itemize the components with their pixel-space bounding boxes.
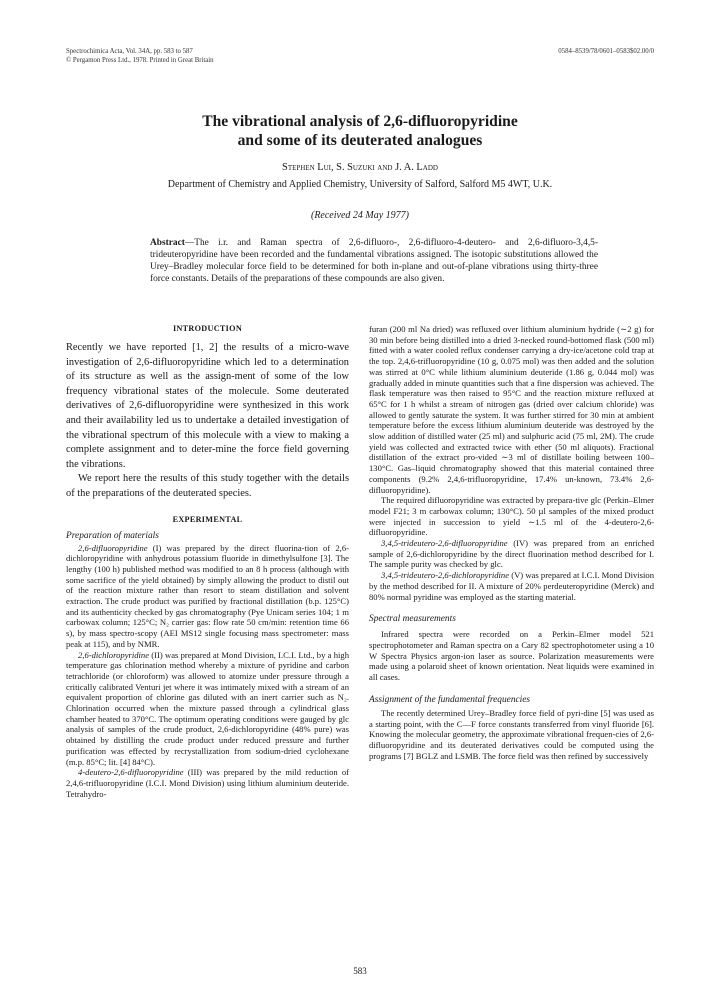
assignment-paragraph: The recently determined Urey–Bradley force field of pyri-dine [5] was used as a starting point, with the C—F force constants transferred from vinyl fluoride [6]. Knowing the molecular geometry, the approximate vibrational frequen-cies of 2,6-difluoropyridine and its deuterated derivatives could be computed using the programs [7] BGLZ and LSMB. The force field was then refined by successively	[369, 707, 654, 761]
paragraph-text: (II) was prepared at Mond Division, I.C.I. Ltd., by a high temperature gas chlorination method whereby a mixture of pyridine and carbon tetrachloride (or chloroform) was allowed to atomize under pressure through a critically calibrated Venturi jet where it was intimately mixed with a stream of an equivalent proportion of chlorine gas diluted with an inert carrier such as N₂. Chlorination occurred when the mixture passed through a cylindrical glass chamber heated to 370°C. The optimum operating conditions were gauged by glc analysis of samples of the crude product, 2,6-dichloropyridine (48% pure) was obtained by distilling the crude product under reduced pressure and further purification was effected by recrystallization from sodium-dried cyclohexane (m.p. 85°C; lit. [4] 84°C).	[66, 649, 349, 767]
left-column	[66, 324, 349, 799]
intro-paragraph-2: We report here the results of this study together with the details of the preparations of the deuterated species.	[66, 473, 349, 499]
compound-name: 3,4,5-trideutero-2,6-difluoropyridine	[381, 538, 508, 549]
right-column	[369, 324, 654, 761]
prep-paragraph-trideutero-difluoro	[369, 538, 654, 570]
article-code: 0584–8539/78/0601–0583$02.00/0	[558, 48, 654, 55]
copyright-line: © Pergamon Press Ltd., 1978. Printed in Great Britain	[66, 57, 214, 64]
article-title	[0, 112, 720, 150]
section-heading-experimental: EXPERIMENTAL	[172, 514, 243, 524]
paragraph-text: (IV) was prepared from an enriched sample of 2,6-dichloropyridine by the direct fluorination method described for I. The sample purity was checked by glc.	[369, 538, 654, 570]
journal-citation: Spectrochimica Acta, Vol. 34A, pp. 583 to 587	[66, 48, 193, 55]
received-date: (Received 24 May 1977)	[310, 210, 409, 221]
prep-paragraph-dichloropyridine	[66, 650, 349, 768]
title-line-1: The vibrational analysis of 2,6-difluoropyridine	[202, 113, 518, 130]
affiliation: Department of Chemistry and Applied Chemistry, University of Salford, Salford M5 4WT, U.K.	[167, 179, 553, 190]
subheading-preparation: Preparation of materials	[66, 530, 159, 541]
prep-paragraph-trideutero-dichloro	[369, 570, 654, 602]
title-line-2: and some of its deuterated analogues	[237, 132, 483, 149]
abstract-label: Abstract	[150, 238, 185, 248]
compound-name: 2,6-dichloropyridine	[78, 649, 150, 660]
prep-paragraph-extraction: The required difluoropyridine was extracted by prepara-tive glc (Perkin–Elmer model F21; 3 m carbowax column; 130°C). 50 µl samples of the mixed product were injected in succession to yield ∼1.5 ml of the 4-deutero-2,6-difluoropyridine.	[369, 495, 654, 538]
running-header-left	[66, 47, 214, 65]
compound-name: 3,4,5-trideutero-2,6-dichloropyridine	[381, 570, 510, 581]
abstract-text: —The i.r. and Raman spectra of 2,6-difluoro-, 2,6-difluoro-4-deutero- and 2,6-difluoro-3,4,5-trideuteropyridine have been recorded and the fundamental vibrations assigned. The isotopic substitutions allowed the Urey–Bradley molecular force field to be determined for both in-plane and out-of-plane vibrations using thirty-three force constants. Details of the preparations of these compounds are also given.	[150, 238, 598, 284]
subheading-spectral-measurements: Spectral measurements	[369, 614, 456, 625]
compound-name: 4-deutero-2,6-difluoropyridine	[78, 767, 184, 778]
prep-paragraph-deutero	[66, 767, 349, 799]
compound-name: 2,6-difluoropyridine	[78, 542, 148, 553]
abstract	[150, 237, 598, 285]
intro-paragraph-1: Recently we have reported [1, 2] the results of a micro-wave investigation of 2,6-difluoropyridine which led to a determination of its structure as well as the assign-ment of some of the low frequency vibrational states of the molecule. Some deuterated derivatives of 2,6-difluoropyridine were synthesized in this work and their availability led us to undertake a detailed investigation of the vibrational spectrum of this molecule with a view to making a complete assignment and to deter-mine the force field governing the vibrations.	[66, 342, 349, 470]
author-list: Stephen Lui, S. Suzuki and J. A. Ladd	[282, 162, 438, 173]
section-heading-introduction: INTRODUCTION	[172, 324, 243, 333]
paragraph-text: (I) was prepared by the direct fluorina-tion of 2,6-dichloropyridine with anhydrous potassium fluoride in dimethylsulfone [3]. The lengthy (100 h) published method was modified to an 8 h process (although with some sacrifice of the yield obtained) by simply allowing the product to distil out of the reaction mixture rather than resort to steam distillation and solvent extraction. The crude product was purified by fractional distillation (b.p. 125°C) and its authenticity checked by gas chromatography (Pye Unicam series 104; 1 m carbowax column; 125°C; N₂ carrier gas: flow rate 50 cm/min: retention time 66 s), by mass spectro-scopy (AEI MS12 single focusing mass spectrometer: mass peak at 115), and by NMR.	[66, 542, 349, 649]
paragraph-text: (V) was prepared at I.C.I. Mond Division by the method described for II. A mixture of 20% perdeuteropyridine (Merck) and 80% normal pyridine was employed as the starting material.	[369, 570, 654, 602]
prep-paragraph-difluoropyridine	[66, 543, 349, 650]
paragraph-text: (III) was prepared by the mild reduction of 2,4,6-trifluoropyridine (I.C.I. Mond Division) using lithium aluminium deuteride. Tetrahydro-	[66, 767, 349, 799]
subheading-assignment: Assignment of the fundamental frequencies	[369, 694, 531, 705]
spectral-paragraph: Infrared spectra were recorded on a Perkin–Elmer model 521 spectrophotometer and Raman spectra on a Cary 82 spectrophotometer using a 10 W Spectra Physics argon-ion laser as source. Polarization measurements were made using a polaroid sheet of known orientation. Neat liquids were examined in all cases.	[369, 629, 654, 683]
prep-continuation: furan (200 ml Na dried) was refluxed over lithium aluminium hydride (∼2 g) for 30 min before being distilled into a dried 3-necked round-bottomed flask (500 ml) fitted with a water cooled reflux condenser carrying a dry-ice/acetone cold trap at the top. 2,4,6-trifluoropyridine (10 g, 0.075 mol) was then added and the solution was stirred at 0°C while lithium aluminium deuteride (1.86 g, 0.044 mol) was gradually added in minute quantities such that a fine dispersion was achieved. The flask temperature was then raised to 95°C and the reaction mixture refluxed at 65°C for 1 h whilst a stream of nitrogen gas (dried over calcium chloride) was allowed to gently saturate the system. It was further stirred for 30 min at ambient temperature before the excess lithium aluminium deuteride was destroyed by the slow addition of distilled water (25 ml) and sulphuric acid (75 ml, 2M). The crude yield was collected and extracted twice with ether (50 ml aliquots). Fractional distillation of the extract pro-vided ∼3 ml of distillate boiling between 100–130°C. Gas–liquid chromatography showed that this material contained three components (9.2% 2,4,6-trifluoropyridine, 17.4% un-known, 73.4% 2,6-difluoropyridine).	[369, 324, 654, 495]
page-number: 583	[353, 966, 367, 976]
